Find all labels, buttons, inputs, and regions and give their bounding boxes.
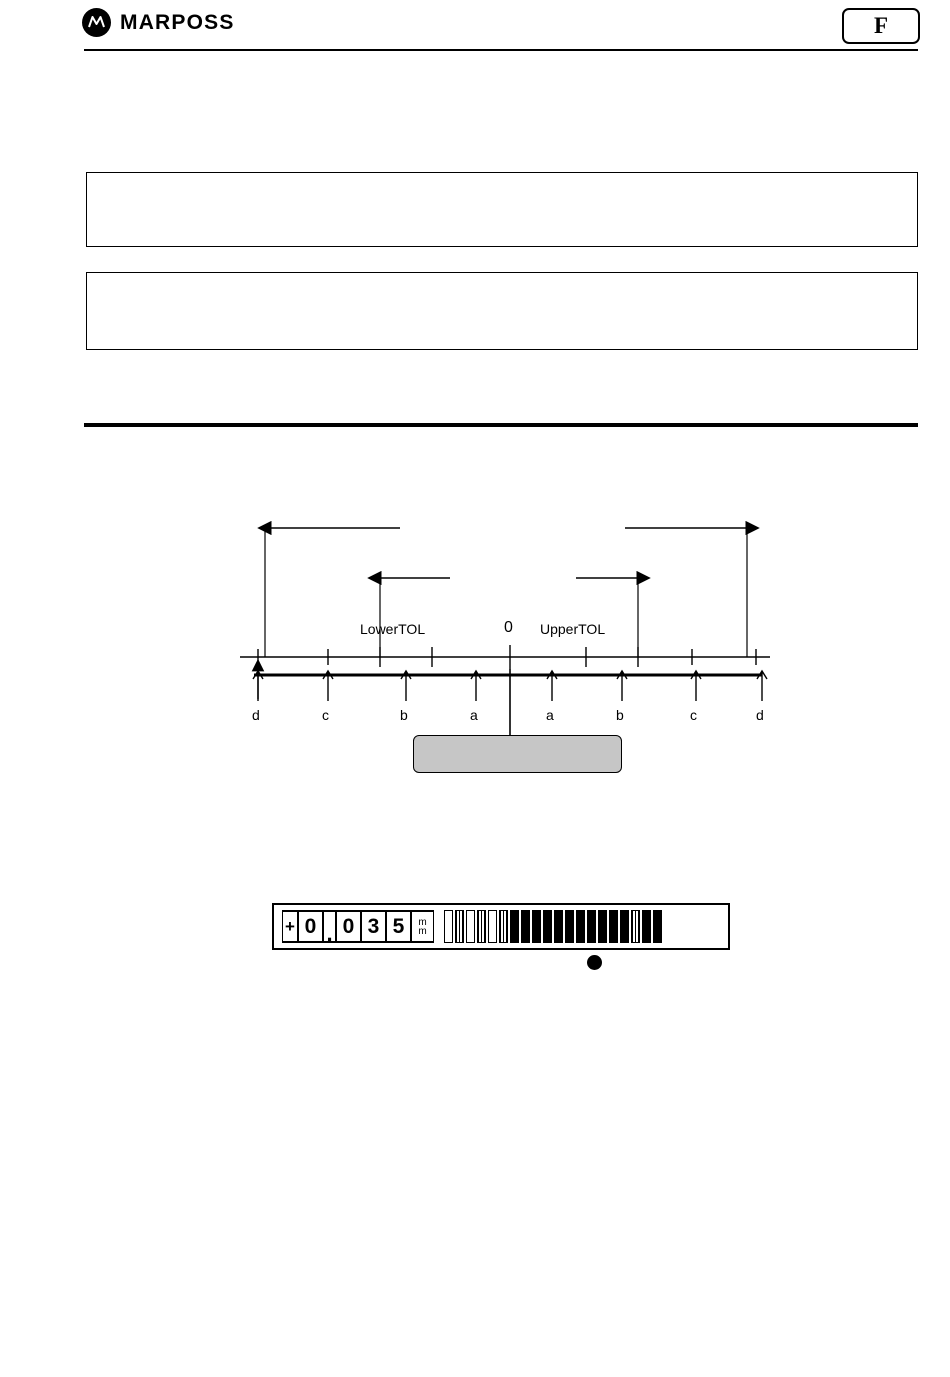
bargraph-display: [444, 910, 662, 943]
bargraph-segment: [499, 910, 508, 943]
bargraph-segment: [532, 910, 541, 943]
tick-letter-a-left: a: [470, 707, 478, 723]
bargraph-segment: [466, 910, 475, 943]
diagram-callout-box: [413, 735, 622, 773]
tick-letter-d-right: d: [756, 707, 764, 723]
display-digit-3: 3: [362, 912, 385, 941]
bargraph-segment: [576, 910, 585, 943]
tolerance-scale-diagram: [210, 495, 830, 795]
note-box-lower: [86, 272, 918, 350]
tick-letter-c-left: c: [322, 707, 329, 723]
unit-line-bottom: m: [418, 925, 427, 937]
bargraph-segment: [609, 910, 618, 943]
section-letter: F: [873, 13, 889, 38]
bargraph-segment: [543, 910, 552, 943]
bargraph-segment: [620, 910, 629, 943]
brand-name: MARPOSS: [120, 10, 235, 34]
tick-letter-a-right: a: [546, 707, 554, 723]
display-unit: [412, 912, 433, 941]
display-digit-1: 0: [299, 912, 322, 941]
bargraph-segment: [510, 910, 519, 943]
bargraph-segment: [587, 910, 596, 943]
bargraph-segment: [444, 910, 453, 943]
bargraph-segment: [565, 910, 574, 943]
bargraph-segment: [598, 910, 607, 943]
display-digit-2: 0: [337, 912, 360, 941]
position-dot-icon: [587, 955, 602, 970]
tick-letter-b-right: b: [616, 707, 624, 723]
bargraph-segment: [642, 910, 651, 943]
bargraph-segment: [554, 910, 563, 943]
bargraph-segment: [488, 910, 497, 943]
tick-letter-d-left: d: [252, 707, 260, 723]
label-zero: 0: [504, 619, 513, 636]
bargraph-segment: [455, 910, 464, 943]
display-decimal-point: .: [324, 912, 335, 941]
section-divider: [84, 423, 918, 427]
readout-panel: [272, 903, 730, 950]
bargraph-segment: [477, 910, 486, 943]
display-sign: +: [283, 912, 297, 941]
brand-logo: [82, 8, 235, 37]
tick-letter-b-left: b: [400, 707, 408, 723]
instrument-readout: [272, 903, 730, 950]
page-header: [0, 0, 950, 56]
bargraph-segment: [631, 910, 640, 943]
tick-letter-c-right: c: [690, 707, 697, 723]
label-lower-tol: LowerTOL: [360, 621, 426, 637]
display-digit-4: 5: [387, 912, 410, 941]
header-divider: [84, 49, 918, 51]
marposs-logo-icon: [82, 8, 111, 37]
unit-line-top: m: [418, 916, 427, 928]
section-badge: [842, 8, 920, 44]
numeric-display: [282, 910, 434, 946]
bargraph-segment: [653, 910, 662, 943]
note-box-upper: [86, 172, 918, 247]
label-upper-tol: UpperTOL: [540, 621, 606, 637]
bargraph-segment: [521, 910, 530, 943]
